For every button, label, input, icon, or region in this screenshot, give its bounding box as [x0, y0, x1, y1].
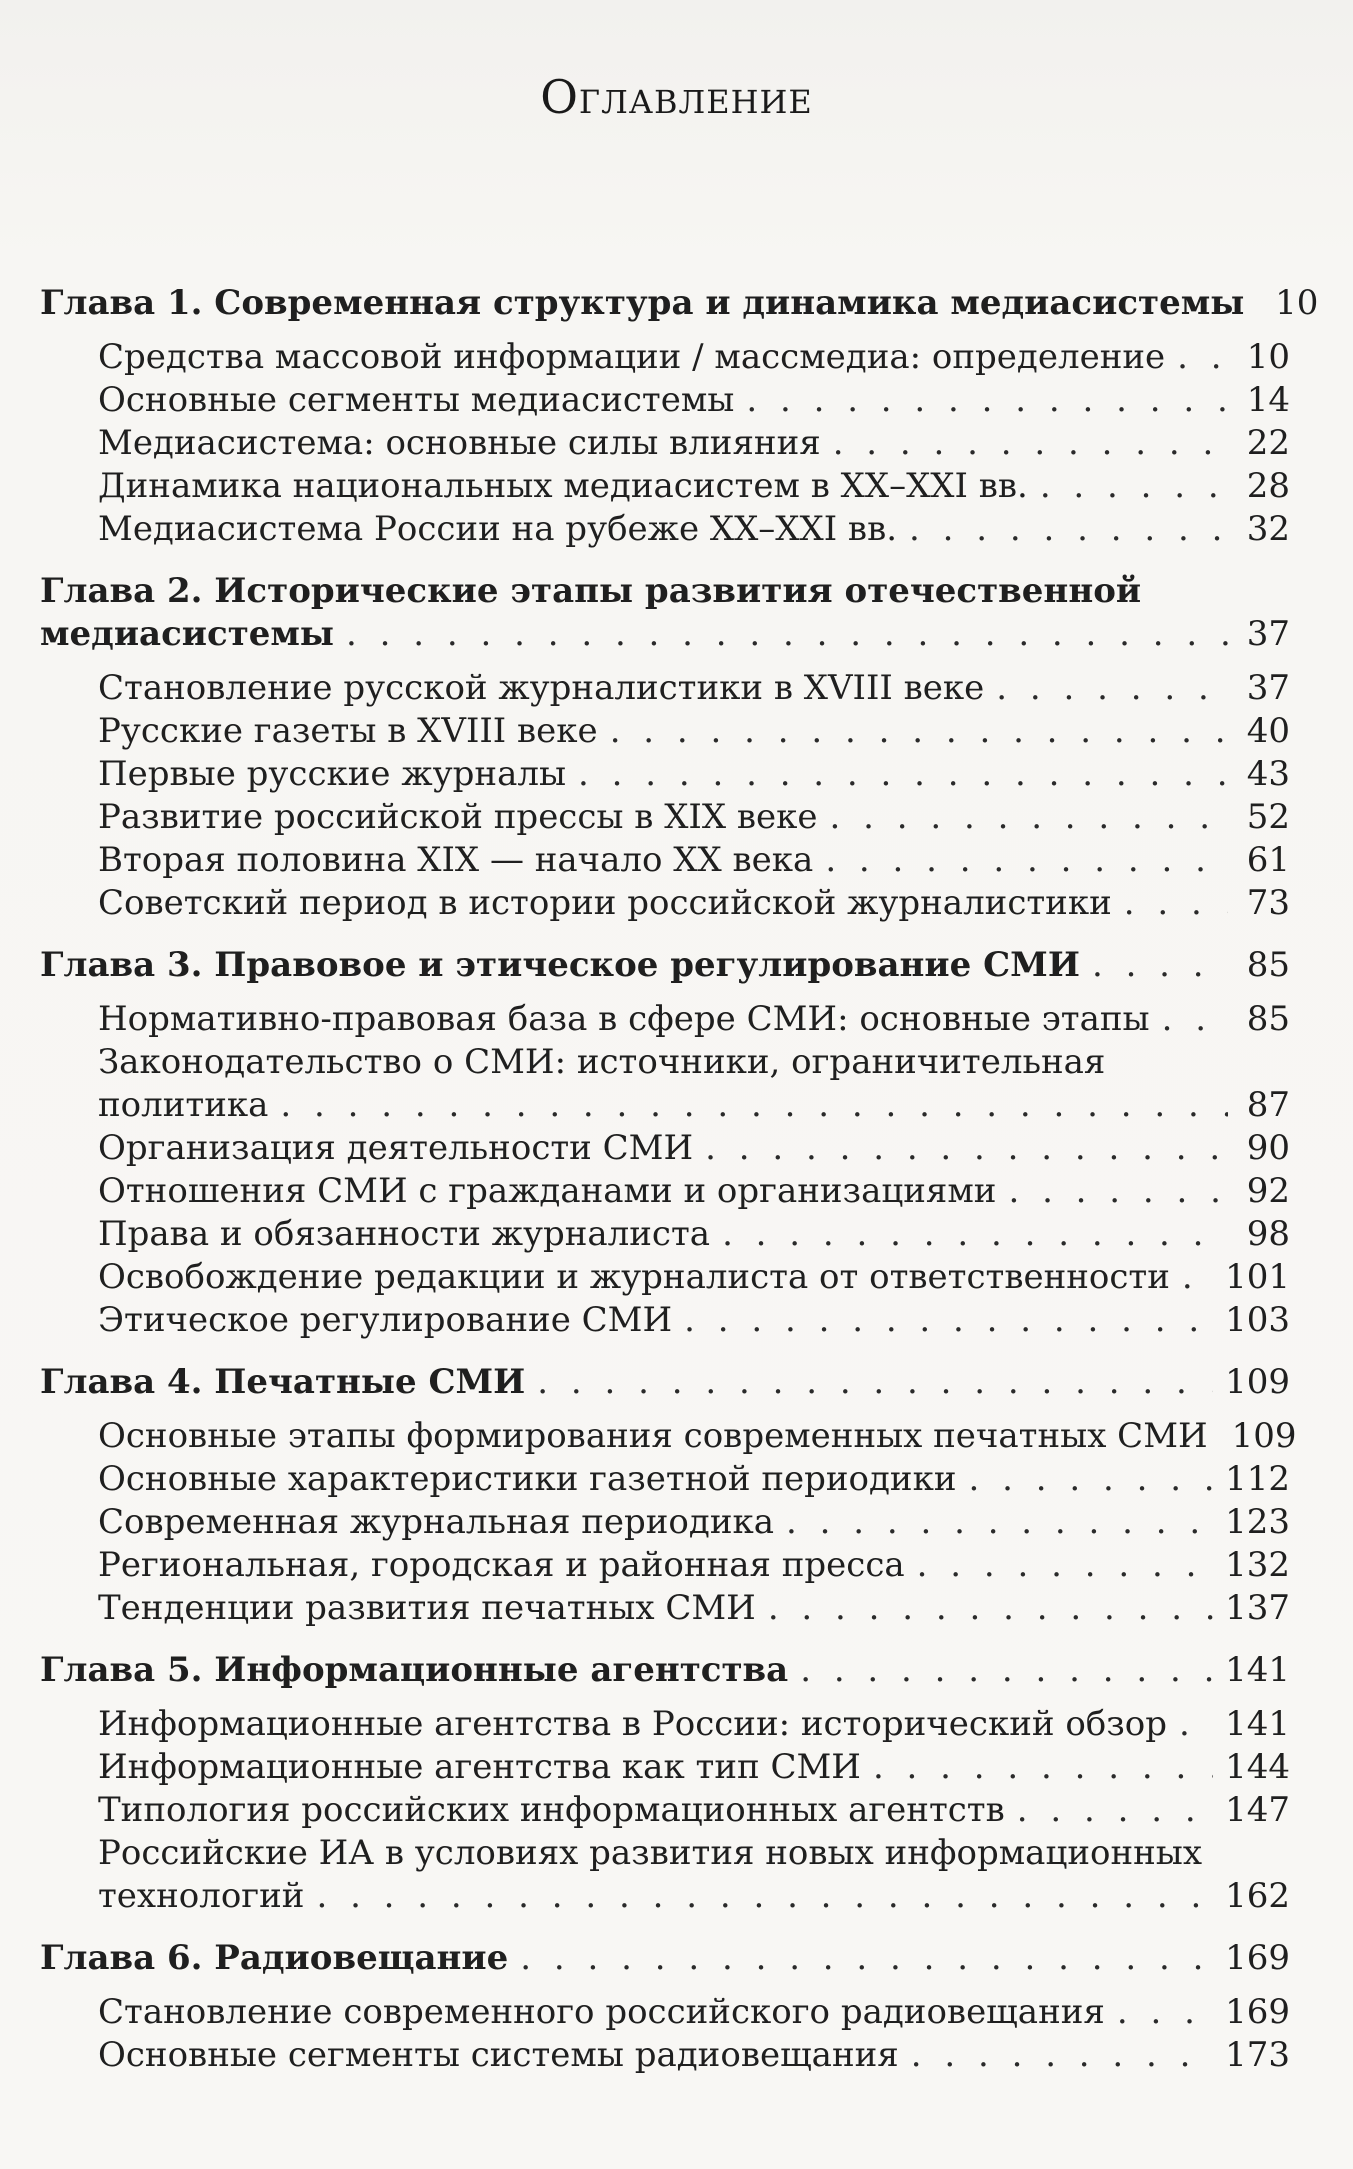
chapter-title: Глава 3. Правовое и этическое регулирование СМИ — [40, 945, 1080, 985]
item-title: Основные сегменты системы радиовещания — [98, 2035, 899, 2075]
leader-dots — [996, 667, 1228, 710]
page-number: 10 — [1275, 283, 1319, 323]
page-number: 37 — [1246, 614, 1290, 654]
item-title: Средства массовой информации / массмедиа: определение — [98, 337, 1166, 377]
item-title: Русские газеты в XVIII веке — [98, 711, 598, 751]
leader-dots — [833, 422, 1228, 465]
leader-dots — [520, 1937, 1213, 1980]
leader-dots — [969, 1458, 1214, 1501]
chapter-title: Глава 1. Современная структура и динамика медиасистемы — [40, 283, 1245, 323]
item-title: Основные сегменты медиасистемы — [98, 380, 735, 420]
page-number: 112 — [1225, 1459, 1290, 1499]
page-number: 28 — [1246, 466, 1290, 506]
leader-dots — [825, 839, 1228, 882]
leader-dots — [705, 1127, 1228, 1170]
leader-dots — [911, 2034, 1213, 2077]
item-title: Региональная, городская и районная пресса — [98, 1545, 905, 1585]
item-title: Информационные агентства в России: исторический обзор — [98, 1704, 1168, 1744]
chapter-4 — [40, 1361, 1297, 1630]
toc-item[interactable] — [40, 753, 1290, 796]
page-number: 37 — [1246, 668, 1290, 708]
item-title: Отношения СМИ с гражданами и организациями — [98, 1171, 997, 1211]
leader-dots — [1177, 336, 1228, 379]
leader-dots — [1162, 998, 1228, 1041]
leader-dots — [909, 508, 1228, 551]
leader-dots — [830, 796, 1229, 839]
item-title: Медиасистема России на рубеже XX–XXI вв. — [98, 509, 898, 549]
page-number: 109 — [1225, 1362, 1290, 1402]
leader-dots — [768, 1587, 1213, 1630]
toc-item[interactable] — [40, 508, 1290, 551]
leader-dots — [537, 1361, 1213, 1404]
page-number: 32 — [1246, 509, 1290, 549]
item-title: Права и обязанности журналиста — [98, 1214, 711, 1254]
page-number: 22 — [1246, 423, 1290, 463]
toc-item[interactable] — [40, 2034, 1290, 2077]
chapter-title: Глава 5. Информационные агентства — [40, 1650, 789, 1690]
leader-dots — [1182, 1256, 1213, 1299]
chapter-title: Глава 4. Печатные СМИ — [40, 1362, 526, 1402]
page-number: 132 — [1225, 1545, 1290, 1585]
page-number: 141 — [1225, 1704, 1290, 1744]
item-title: Вторая половина XIX — начало XX века — [98, 840, 814, 880]
chapter-4-heading[interactable] — [40, 1361, 1290, 1404]
toc-item[interactable] — [40, 379, 1290, 422]
item-title: Этическое регулирование СМИ — [98, 1300, 673, 1340]
chapter-1 — [40, 282, 1319, 551]
page-number: 103 — [1225, 1300, 1290, 1340]
page-number: 90 — [1246, 1128, 1290, 1168]
leader-dots — [1124, 882, 1228, 925]
leader-dots — [746, 379, 1228, 422]
item-title: Организация деятельности СМИ — [98, 1128, 694, 1168]
toc-item[interactable] — [40, 998, 1290, 1041]
chapter-5 — [40, 1649, 1290, 1918]
page-number: 137 — [1225, 1588, 1290, 1628]
item-title: технологий — [98, 1876, 305, 1916]
leader-dots — [1179, 1703, 1213, 1746]
page-number: 123 — [1225, 1502, 1290, 1542]
toc-item[interactable] — [40, 1213, 1290, 1256]
page-number: 85 — [1246, 999, 1290, 1039]
toc-item[interactable] — [40, 1084, 1290, 1127]
page-number: 43 — [1246, 754, 1290, 794]
chapter-6 — [40, 1937, 1290, 2077]
page-number: 169 — [1225, 1938, 1290, 1978]
item-title: Информационные агентства как тип СМИ — [98, 1747, 861, 1787]
leader-dots — [917, 1544, 1213, 1587]
toc-item[interactable] — [40, 1789, 1290, 1832]
page-number: 162 — [1225, 1876, 1290, 1916]
page-number: 61 — [1246, 840, 1290, 880]
toc-item[interactable] — [40, 1170, 1290, 1213]
leader-dots — [1040, 465, 1228, 508]
item-title-line1[interactable]: Законодательство о СМИ: источники, ограничительная — [98, 1042, 1106, 1082]
page-number: 14 — [1246, 380, 1290, 420]
item-title: Развитие российской прессы в XIX веке — [98, 797, 818, 837]
item-title: Современная журнальная периодика — [98, 1502, 774, 1542]
item-title: Медиасистема: основные силы влияния — [98, 423, 821, 463]
page-number: 98 — [1246, 1214, 1290, 1254]
page-title: Оглавление — [540, 70, 813, 124]
item-title: Становление русской журналистики в XVIII веке — [98, 668, 985, 708]
chapter-2 — [40, 570, 1290, 925]
table-of-contents — [40, 282, 1319, 2096]
chapter-5-heading[interactable] — [40, 1649, 1290, 1692]
page-number: 173 — [1225, 2035, 1290, 2075]
chapter-6-heading[interactable] — [40, 1937, 1290, 1980]
leader-dots — [800, 1649, 1213, 1692]
item-title: Становление современного российского радиовещания — [98, 1992, 1105, 2032]
toc-item[interactable] — [40, 422, 1290, 465]
page-number: 169 — [1225, 1992, 1290, 2032]
item-title: Первые русские журналы — [98, 754, 566, 794]
item-title: Основные характеристики газетной периодики — [98, 1459, 957, 1499]
leader-dots — [316, 1875, 1213, 1918]
toc-item[interactable] — [40, 465, 1290, 508]
toc-item[interactable] — [40, 667, 1290, 710]
leader-dots — [1017, 1789, 1213, 1832]
page-number: 109 — [1231, 1416, 1297, 1456]
item-title: Освобождение редакции и журналиста от ответственности — [98, 1257, 1170, 1297]
toc-item[interactable] — [40, 839, 1290, 882]
toc-item[interactable] — [40, 1501, 1290, 1544]
leader-dots — [722, 1213, 1228, 1256]
item-title: Основные этапы формирования современных печатных СМИ — [98, 1416, 1208, 1456]
toc-item[interactable] — [40, 336, 1290, 379]
toc-item[interactable] — [40, 796, 1290, 839]
page-number: 101 — [1225, 1257, 1290, 1297]
chapter-title: медиасистемы — [40, 614, 335, 654]
leader-dots — [684, 1299, 1213, 1342]
chapter-1-heading[interactable] — [40, 282, 1319, 325]
page-number: 144 — [1225, 1747, 1290, 1787]
leader-dots — [1117, 1991, 1213, 2034]
toc-item[interactable] — [40, 1256, 1290, 1299]
item-title: политика — [98, 1085, 269, 1125]
leader-dots — [346, 613, 1228, 656]
toc-item[interactable] — [40, 1587, 1290, 1630]
page-number: 147 — [1225, 1790, 1290, 1830]
toc-item[interactable] — [40, 1991, 1290, 2034]
toc-item[interactable] — [40, 1544, 1290, 1587]
page-number: 92 — [1246, 1171, 1290, 1211]
leader-dots — [280, 1084, 1228, 1127]
leader-dots — [1092, 944, 1228, 987]
item-title: Нормативно-правовая база в сфере СМИ: основные этапы — [98, 999, 1150, 1039]
leader-dots — [786, 1501, 1213, 1544]
toc-item[interactable] — [40, 1127, 1290, 1170]
item-title: Типология российских информационных агентств — [98, 1790, 1005, 1830]
toc-item[interactable] — [40, 882, 1290, 925]
page-number: 87 — [1246, 1085, 1290, 1125]
toc-item[interactable] — [40, 1299, 1290, 1342]
item-title: Тенденции развития печатных СМИ — [98, 1588, 756, 1628]
item-title: Динамика национальных медиасистем в XX–XXI вв. — [98, 466, 1028, 506]
page-number: 40 — [1246, 711, 1290, 751]
toc-item[interactable] — [40, 1703, 1290, 1746]
toc-item[interactable] — [40, 1875, 1290, 1918]
leader-dots — [1008, 1170, 1228, 1213]
page-number: 10 — [1246, 337, 1290, 377]
page-number: 141 — [1225, 1650, 1290, 1690]
leader-dots — [873, 1746, 1213, 1789]
item-title-line1[interactable]: Российские ИА в условиях развития новых информационных — [98, 1833, 1203, 1873]
toc-item[interactable] — [40, 710, 1290, 753]
toc-item[interactable] — [40, 1458, 1290, 1501]
toc-item[interactable] — [40, 1415, 1297, 1458]
leader-dots — [610, 710, 1228, 753]
chapter-3-heading[interactable] — [40, 944, 1290, 987]
leader-dots — [578, 753, 1228, 796]
chapter-title: Глава 6. Радиовещание — [40, 1938, 509, 1978]
chapter-2-heading[interactable] — [40, 613, 1290, 656]
chapter-title-line1[interactable]: Глава 2. Исторические этапы развития отечественной — [40, 571, 1142, 611]
item-title: Советский период в истории российской журналистики — [98, 883, 1112, 923]
page-number: 73 — [1246, 883, 1290, 923]
page-number: 52 — [1246, 797, 1290, 837]
chapter-3 — [40, 944, 1290, 1342]
page-number: 85 — [1246, 945, 1290, 985]
toc-item[interactable] — [40, 1746, 1290, 1789]
